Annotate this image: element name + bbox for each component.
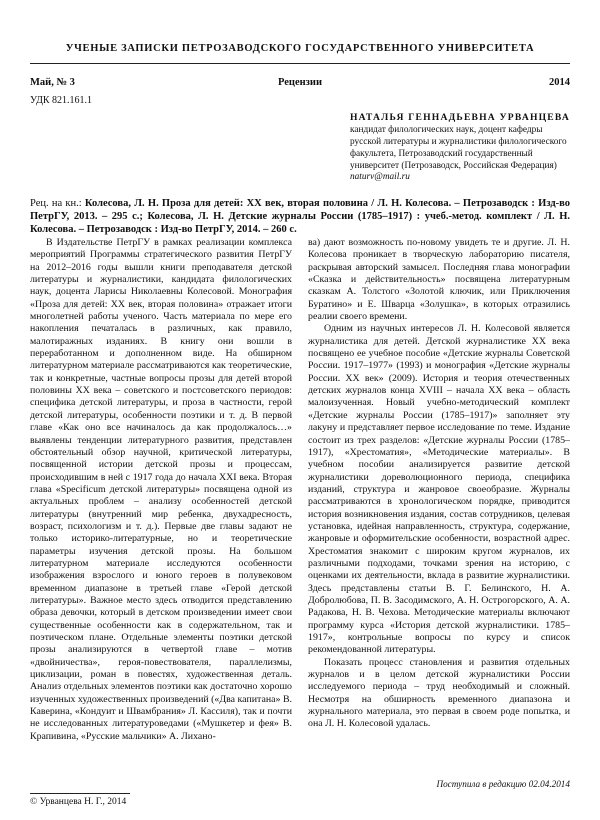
author-email: naturv@mail.ru [350,172,410,182]
column-right [308,237,570,731]
paragraph: ва) дают возможность по-новому увидеть те и другие. Л. Н. Колесова проникает в творческую лабораторию писателя, раскрывая авторский замысел. Последняя глава монографии «Сказка и действительность» посвящена литературным сказкам А. Толстого «Золотой ключик, или Приключения Буратино» и Е. Шварца «Золушка», в которых отразились реалии своего времени. [308,237,570,323]
paragraph: В Издательстве ПетрГУ в рамках реализации комплекса мероприятий Программы стратегического развития ПетрГУ на 2012–2016 годы вышли книги преподавателя детской литературы и журналистики, кандидата филологических наук, доцента Ларисы Николаевны Колесовой. Монография «Проза для детей: ХХ век, вторая половина» отражает итоги многолетней работы ученого. Часть материала по мере его накопления печаталась в различных, как правило, малотиражных изданиях. В книгу они вошли в переработанном и дополненном виде. На обширном литературном материале рассматриваются как теоретические, так и конкретные, частные вопросы прозы для детей второй половины ХХ века – советского и постсоветского периодов: специфика детской литературы, и проза в частности, герой детской литературы, особенности поэтики и т. д. В первой главе «Как оно все начиналось да как продолжалось…» выявлены тенденции литературного развития, представлен обстоятельный обзор научной, критической литературы, посвященной истории детской прозы и процессам, происходившим в ней с 1917 года до начала ХХI века. Вторая глава «Specificum детской литературы» посвящена одной из актуальных проблем – анализу особенностей детской литературы (внутренний мир ребенка, двухадресность, возраст, психологизм и т. д.). Первые две главы задают не только историко-литературные, но и теоретические параметры изучения детской прозы. На большом литературном материале исследуются особенности изображения взрослого и юного героев в полувековом временном диапазоне в третьей главе «Герой детской литературы». Важное место здесь отводится представлению образа девочки, который в детском произведении имеет свои существенные особенности как в содержательном, так и поэтическом плане. Отдельные элементы поэтики детской прозы анализируются в четвертой главе – мотив «двойничества», героя-повествователя, параллелизмы, циклизации, роман в повестях, художественная деталь. Анализ отдельных элементов поэтики как достаточно хорошо изученных художественных произведений («Два капитана» В. Каверина, «Кондуит и Швамбрания» Л. Кассиля), так и почти не исследованных литературоведами («Мушкетер и фея» В. Крапивина, «Русские мальчики» А. Лихано- [30,237,292,742]
header-rule [30,63,570,64]
review-books: Колесова, Л. Н. Проза для детей: ХХ век, вторая половина / Л. Н. Колесова. – Петрозаводск : Изд-во ПетрГУ, 2013. – 295 с.; Колесова, Л. Н. Детские журналы России (1785–1917) : учеб.-метод. комплект / Л. Н. Колесова. – Петрозаводск : Изд-во ПетрГУ, 2014. – 260 с. [30,198,570,235]
author-affiliation: кандидат филологических наук, доцент кафедры русской литературы и журналистики филологического факультета, Петрозаводский государственный университет (Петрозаводск, Российская Федерация) [350,125,567,171]
paragraph: Одним из научных интересов Л. Н. Колесовой является журналистика для детей. Детской журналистике ХХ века посвящено ее учебное пособие «Детские журналы Советской России. 1917–1977» (1993) и монография «Детские журналы России. ХХ век» (2009). История и теория отечественных детских журналов конца XVIII – начала ХХ века – область малоизученная. Новый учебно-методический комплект «Детские журналы России (1785–1917)» заполняет эту лакуну и представляет первое исследование по теме. Издание состоит из трех разделов: «Детские журналы России (1785–1917), «Хрестоматия», «Методические материалы». В учебном пособии анализируется развитие детской журналистики дореволюционного периода, специфика изданий, структура и жанровое своеобразие. Журналы рассматриваются в хронологическом порядке, приводится история возникновения издания, состав сотрудников, целевая установка, идейная направленность, структура, содержание, жанровые и оформительские особенности, возрастной адрес. Хрестоматия знакомит с широким кругом журналов, их различными подходами, точками зрения на историю, с оценками их деятельности, вклада в развитие журналистики. Здесь представлены статьи В. Г. Белинского, Н. А. Добролюбова, П. В. Засодимского, А. Н. Острогорского, А. А. Радакова, Н. В. Чехова. Методические материалы включают программу курса «История детской журналистики. 1785–1917», контрольные вопросы по курсу и список рекомендованной литературы. [308,323,570,656]
issue-number: Май, № 3 [30,77,75,88]
column-left [30,237,292,743]
footnote-rule [30,793,130,794]
author-name: НАТАЛЬЯ ГЕННАДЬЕВНА УРВАНЦЕВА [349,112,570,123]
paragraph: Показать процесс становления и развития отдельных журналов и в целом детской журналистики России исследуемого периода – труд необходимый и сложный. Несмотря на обширность временного диапазона и журнального материала, это первая в своем роде попытка, и она Л. Н. Колесовой удалась. [308,656,570,730]
received-date: Поступила в редакцию 02.04.2014 [436,779,570,789]
journal-title: УЧЕНЫЕ ЗАПИСКИ ПЕТРОЗАВОДСКОГО ГОСУДАРСТВЕННОГО УНИВЕРСИТЕТА [65,43,535,54]
section-name: Рецензии [277,77,322,88]
review-prefix: Рец. на кн.: [30,198,82,209]
review-reference [30,197,570,236]
issue-year: 2014 [549,77,570,88]
copyright: © Урванцева Н. Г., 2014 [30,797,127,807]
udk-code: УДК 821.161.1 [30,95,93,106]
